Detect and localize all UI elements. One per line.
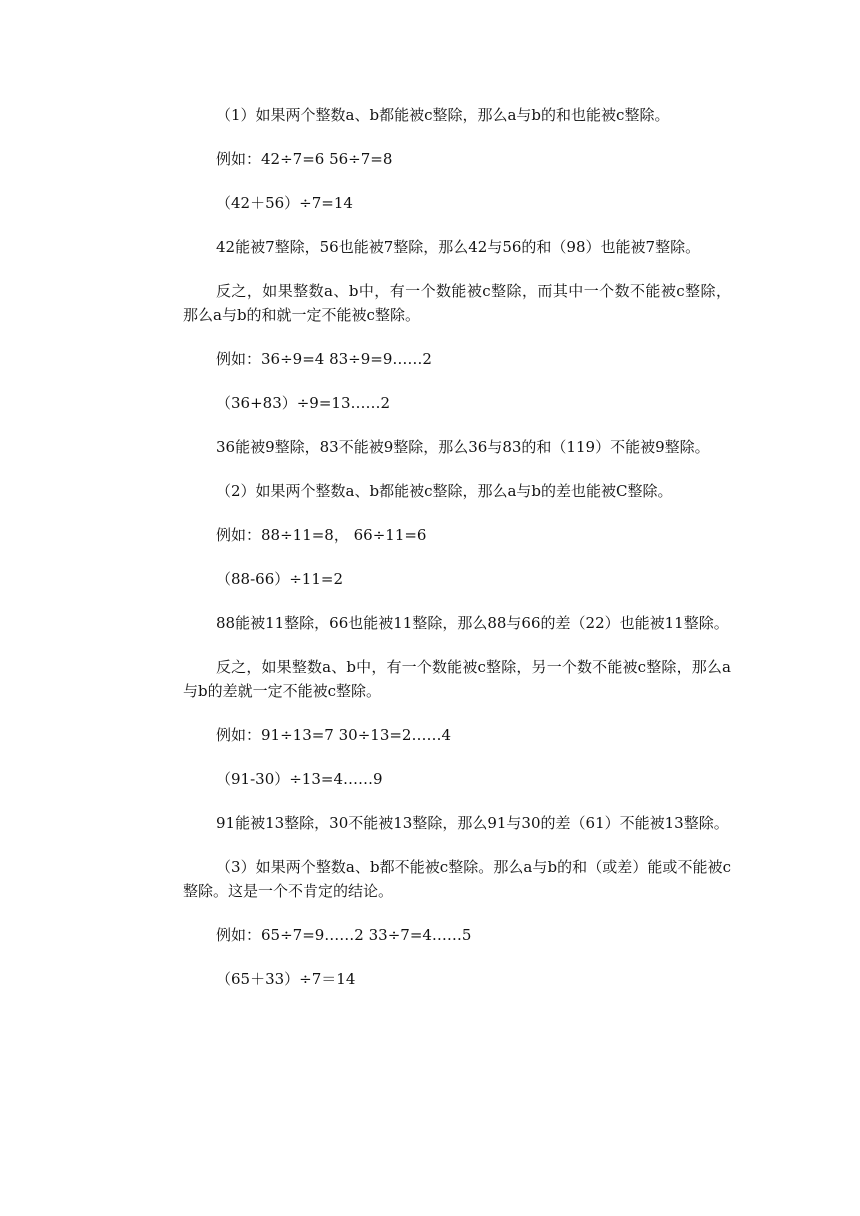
paragraph-example-4b: （91-30）÷13=4……9: [216, 770, 383, 788]
paragraph-example-3b: （88-66）÷11=2: [216, 570, 344, 588]
paragraph-example-3a: 例如：88÷11=8， 66÷11=6: [216, 526, 427, 544]
paragraph-example-2b: （36+83）÷9=13……2: [216, 394, 391, 412]
paragraph-example-1b: （42＋56）÷7=14: [216, 194, 353, 212]
paragraph-example-4a: 例如：91÷13=7 30÷13=2……4: [216, 726, 452, 744]
paragraph-converse-1: 反之，如果整数a、b中，有一个数能被c整除，而其中一个数不能被c整除，那么a与b的和就一定不能被c整除。: [183, 282, 731, 324]
paragraph-explanation-4: 91能被13整除，30不能被13整除，那么91与30的差（61）不能被13整除。: [216, 814, 729, 832]
document-page: [183, 103, 731, 991]
paragraph-explanation-1: 42能被7整除，56也能被7整除，那么42与56的和（98）也能被7整除。: [216, 238, 701, 256]
paragraph-rule-2: （2）如果两个整数a、b都能被c整除，那么a与b的差也能被C整除。: [216, 482, 673, 500]
paragraph-example-5b: （65＋33）÷7＝14: [216, 970, 356, 988]
paragraph-example-2a: 例如：36÷9=4 83÷9=9……2: [216, 350, 432, 368]
paragraph-example-1a: 例如：42÷7=6 56÷7=8: [216, 150, 393, 168]
paragraph-explanation-3: 88能被11整除，66也能被11整除，那么88与66的差（22）也能被11整除。: [216, 614, 729, 632]
paragraph-rule-3: （3）如果两个整数a、b都不能被c整除。那么a与b的和（或差）能或不能被c整除。这是一个不肯定的结论。: [183, 858, 731, 900]
paragraph-rule-1: （1）如果两个整数a、b都能被c整除，那么a与b的和也能被c整除。: [216, 106, 670, 124]
paragraph-explanation-2: 36能被9整除，83不能被9整除，那么36与83的和（119）不能被9整除。: [216, 438, 710, 456]
paragraph-converse-2: 反之，如果整数a、b中，有一个数能被c整除，另一个数不能被c整除，那么a与b的差就一定不能被c整除。: [183, 658, 731, 700]
paragraph-example-5a: 例如：65÷7=9……2 33÷7=4……5: [216, 926, 472, 944]
